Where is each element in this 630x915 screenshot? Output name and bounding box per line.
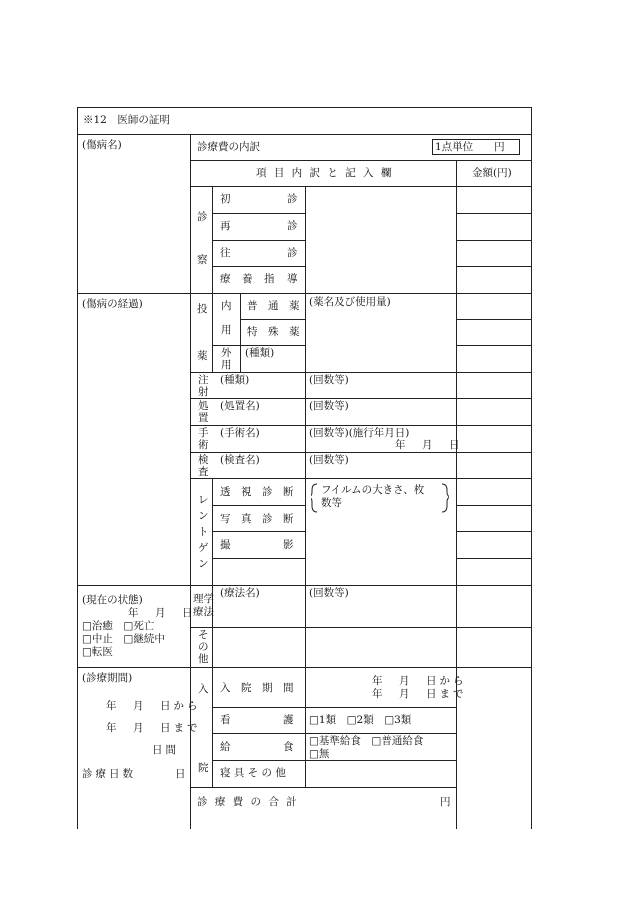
exam-guide-3: 指	[264, 273, 275, 285]
med-group-top: 投	[197, 303, 208, 315]
inpatient-col-divider	[212, 667, 213, 787]
amount-line	[456, 505, 531, 506]
med-note: (薬名及び使用量)	[309, 296, 391, 308]
xray-v4: ゲ	[198, 542, 209, 554]
col-amount-header: 金額(円)	[472, 167, 512, 179]
amount-col-divider	[456, 160, 457, 829]
med-external-kind: (種類)	[245, 347, 275, 359]
other-1: そ	[198, 629, 209, 641]
inpatient-from: 年 月 日から	[372, 675, 467, 687]
amount-line	[456, 558, 531, 559]
period-label: (診療期間)	[82, 672, 133, 684]
inpatient-to: 年 月 日まで	[372, 688, 467, 700]
xray-line	[212, 531, 305, 532]
row-line-other	[190, 667, 531, 668]
med-line	[240, 319, 305, 320]
test-count: (回数等)	[309, 454, 349, 466]
nursing-options[interactable]: □1類 □2類 □3類	[309, 714, 412, 726]
inj-divider	[305, 372, 306, 398]
disease-name-label: (傷病名)	[82, 139, 122, 151]
xray-note-line1: フイルムの大きさ、枚	[321, 484, 425, 496]
exam-first-b: 診	[287, 193, 298, 205]
left-div-1	[77, 293, 190, 294]
row-line-surg	[190, 452, 531, 453]
inj-top: 注	[198, 374, 209, 386]
state-option-row3[interactable]: □転医	[82, 646, 113, 658]
meal-options-1[interactable]: □基準給食 □普通給食	[309, 735, 424, 747]
inpatient-bedding: 寝 具 そ の 他	[220, 767, 286, 779]
med-external-top: 外	[221, 347, 232, 359]
state-option-row2[interactable]: □中止 □継続中	[82, 633, 165, 645]
inpatient-nursing: 看 護	[220, 714, 294, 726]
amount-line	[456, 266, 531, 267]
xray-shoot: 撮 影	[220, 539, 294, 551]
test-bottom: 査	[198, 466, 209, 478]
amount-line	[456, 345, 531, 346]
form-title: ※12 医師の証明	[83, 114, 170, 126]
test-top: 検	[198, 454, 209, 466]
exam-line	[212, 240, 305, 241]
physio-detail-divider	[305, 585, 306, 667]
amount-line	[456, 319, 531, 320]
other-3: 他	[198, 653, 209, 665]
surg-top: 手	[198, 427, 209, 439]
col-items-header: 項 目 内 訳 と 記 入 欄	[256, 167, 394, 179]
xray-fluoro: 透 視 診 断	[220, 486, 294, 498]
frame-right	[531, 107, 532, 829]
state-option-row1[interactable]: □治癒 □死亡	[82, 620, 155, 632]
surg-kind: (手術名)	[220, 427, 260, 439]
surg-count: (回数等)(施行年月日)	[309, 427, 410, 439]
left-div-3	[77, 667, 190, 668]
exam-re-b: 診	[287, 220, 298, 232]
unit-box-label: 1点単位 円	[435, 141, 505, 153]
left-div-2	[77, 585, 190, 586]
row-line-colhead	[190, 186, 531, 187]
inj-bottom: 射	[198, 386, 209, 398]
med-special: 特 殊 薬	[247, 326, 300, 338]
exam-line	[212, 266, 305, 267]
med-internal-bottom: 用	[221, 324, 232, 336]
row-line-exam	[190, 293, 531, 294]
exam-guide-4: 導	[287, 273, 298, 285]
frame-left	[77, 107, 78, 829]
row-line-test	[190, 478, 531, 479]
treat-top: 処	[198, 400, 209, 412]
disease-course-label: (傷病の経過)	[82, 298, 143, 310]
inj-count: (回数等)	[309, 374, 349, 386]
physio-count: (回数等)	[309, 587, 349, 599]
xray-v3: ト	[198, 526, 209, 538]
med-internal-top: 内	[221, 300, 232, 312]
exam-guide-1: 療	[220, 273, 231, 285]
med-common: 普 通 薬	[247, 300, 300, 312]
exam-group-bottom: 察	[197, 254, 208, 266]
xray-photo: 写 真 診 断	[220, 513, 294, 525]
exam-first-a: 初	[220, 193, 231, 205]
physio-bottom: 療法	[193, 606, 214, 618]
treat-kind: (処置名)	[220, 400, 260, 412]
xray-line	[212, 505, 305, 506]
exam-visit-a: 往	[220, 247, 231, 259]
treat-bottom: 置	[198, 412, 209, 424]
xray-v2: ン	[198, 510, 209, 522]
row-line-title	[190, 160, 531, 161]
med-line	[212, 345, 305, 346]
row-line-treat	[190, 425, 531, 426]
inpatient-detail-divider	[305, 667, 306, 787]
current-state-date: 年 月 日	[128, 607, 196, 619]
period-days: 日間	[152, 744, 179, 756]
inpatient-line	[212, 760, 456, 761]
xray-line	[212, 558, 305, 559]
physio-top: 理学	[193, 593, 214, 605]
exam-line	[212, 213, 305, 214]
xray-v5: ン	[198, 558, 209, 570]
row-line-inj	[190, 398, 531, 399]
amount-line	[456, 213, 531, 214]
surg-bottom: 術	[198, 439, 209, 451]
exam-guide-2: 養	[242, 273, 253, 285]
inpatient-line	[212, 733, 456, 734]
physio-kind: (療法名)	[220, 587, 260, 599]
other-2: の	[198, 641, 209, 653]
exam-group-top: 診	[197, 211, 208, 223]
test-kind: (検査名)	[220, 454, 260, 466]
row-line-inpatient	[190, 787, 456, 788]
meal-options-2[interactable]: □無	[309, 748, 330, 760]
inpatient-group-top: 入	[198, 683, 209, 695]
inpatient-meal: 給 食	[220, 741, 294, 753]
row-line-xray	[190, 585, 531, 586]
inj-kind: (種類)	[220, 374, 250, 386]
total-unit: 円	[440, 796, 451, 808]
treat-count: (回数等)	[309, 400, 349, 412]
med-subcol-divider	[240, 293, 241, 372]
current-state-label: (現在の状態)	[82, 594, 143, 606]
med-group-bottom: 薬	[197, 350, 208, 362]
amount-line	[456, 531, 531, 532]
frame-top	[77, 107, 531, 108]
breakdown-title: 診療費の内訳	[197, 141, 260, 153]
total-label: 診 療 費 の 合 計	[197, 796, 299, 808]
xray-note-line2: 数等	[321, 497, 342, 509]
period-to: 年 月 日まで	[106, 722, 201, 734]
period-from: 年 月 日から	[106, 700, 201, 712]
exam-re-a: 再	[220, 220, 231, 232]
xray-v1: レ	[198, 494, 209, 506]
surg-date: 年 月 日	[395, 439, 463, 451]
med-external-bottom: 用	[221, 359, 232, 371]
row-line-physio	[190, 627, 531, 628]
visit-days-unit: 日	[175, 768, 186, 780]
inpatient-line	[212, 707, 456, 708]
visit-days-label: 診療日数	[82, 768, 136, 780]
amount-line	[456, 240, 531, 241]
header-divider	[77, 134, 531, 135]
exam-visit-b: 診	[287, 247, 298, 259]
inpatient-group-bottom: 院	[198, 762, 209, 774]
row-line-med	[190, 372, 531, 373]
inpatient-period: 入 院 期 間	[220, 682, 294, 694]
